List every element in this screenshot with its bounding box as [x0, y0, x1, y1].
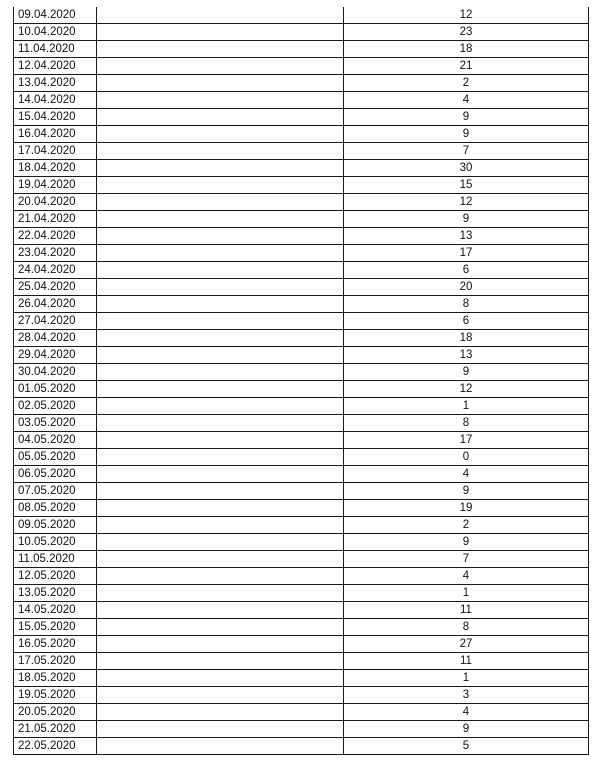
note-cell	[97, 347, 344, 364]
note-cell	[97, 483, 344, 500]
count-cell: 15	[344, 177, 589, 194]
date-cell: 08.05.2020	[14, 500, 97, 517]
note-cell	[97, 398, 344, 415]
date-cell: 21.05.2020	[14, 721, 97, 738]
note-cell	[97, 670, 344, 687]
note-cell	[97, 75, 344, 92]
count-cell: 2	[344, 517, 589, 534]
count-cell: 9	[344, 534, 589, 551]
count-cell: 8	[344, 619, 589, 636]
note-cell	[97, 466, 344, 483]
date-cell: 22.04.2020	[14, 228, 97, 245]
date-cell: 06.05.2020	[14, 466, 97, 483]
table-row	[14, 92, 589, 109]
note-cell	[97, 619, 344, 636]
table-row	[14, 449, 589, 466]
date-cell: 25.04.2020	[14, 279, 97, 296]
table-row	[14, 7, 589, 24]
count-cell: 17	[344, 245, 589, 262]
note-cell	[97, 653, 344, 670]
count-cell: 6	[344, 262, 589, 279]
table-row	[14, 381, 589, 398]
note-cell	[97, 194, 344, 211]
table-row	[14, 466, 589, 483]
date-cell: 18.05.2020	[14, 670, 97, 687]
note-cell	[97, 330, 344, 347]
date-cell: 24.04.2020	[14, 262, 97, 279]
count-cell: 2	[344, 75, 589, 92]
table-row	[14, 585, 589, 602]
table-row	[14, 279, 589, 296]
date-cell: 17.05.2020	[14, 653, 97, 670]
note-cell	[97, 177, 344, 194]
note-cell	[97, 41, 344, 58]
table-row	[14, 313, 589, 330]
daily-count-table	[13, 7, 589, 755]
note-cell	[97, 279, 344, 296]
table-row	[14, 126, 589, 143]
table-row	[14, 211, 589, 228]
note-cell	[97, 534, 344, 551]
count-cell: 9	[344, 211, 589, 228]
note-cell	[97, 296, 344, 313]
table-row	[14, 143, 589, 160]
count-cell: 9	[344, 721, 589, 738]
date-cell: 20.05.2020	[14, 704, 97, 721]
table-row	[14, 330, 589, 347]
table-row	[14, 602, 589, 619]
count-cell: 27	[344, 636, 589, 653]
date-cell: 17.04.2020	[14, 143, 97, 160]
count-cell: 19	[344, 500, 589, 517]
date-cell: 12.04.2020	[14, 58, 97, 75]
table-row	[14, 500, 589, 517]
count-cell: 6	[344, 313, 589, 330]
table-row	[14, 109, 589, 126]
note-cell	[97, 381, 344, 398]
note-cell	[97, 160, 344, 177]
date-cell: 16.05.2020	[14, 636, 97, 653]
count-cell: 17	[344, 432, 589, 449]
table-row	[14, 41, 589, 58]
count-cell: 4	[344, 704, 589, 721]
note-cell	[97, 568, 344, 585]
count-cell: 5	[344, 738, 589, 755]
note-cell	[97, 432, 344, 449]
count-cell: 11	[344, 653, 589, 670]
table-row	[14, 619, 589, 636]
date-cell: 09.04.2020	[14, 7, 97, 24]
date-cell: 27.04.2020	[14, 313, 97, 330]
count-cell: 7	[344, 551, 589, 568]
count-cell: 23	[344, 24, 589, 41]
count-cell: 12	[344, 7, 589, 24]
table-row	[14, 432, 589, 449]
table-row	[14, 262, 589, 279]
count-cell: 9	[344, 364, 589, 381]
note-cell	[97, 24, 344, 41]
note-cell	[97, 721, 344, 738]
table-row	[14, 517, 589, 534]
table-row	[14, 24, 589, 41]
date-cell: 14.04.2020	[14, 92, 97, 109]
note-cell	[97, 262, 344, 279]
note-cell	[97, 364, 344, 381]
count-cell: 9	[344, 483, 589, 500]
count-cell: 21	[344, 58, 589, 75]
count-cell: 9	[344, 109, 589, 126]
note-cell	[97, 92, 344, 109]
count-cell: 20	[344, 279, 589, 296]
note-cell	[97, 704, 344, 721]
date-cell: 11.04.2020	[14, 41, 97, 58]
count-cell: 1	[344, 670, 589, 687]
date-cell: 15.04.2020	[14, 109, 97, 126]
table-row	[14, 296, 589, 313]
count-cell: 13	[344, 347, 589, 364]
date-cell: 22.05.2020	[14, 738, 97, 755]
note-cell	[97, 58, 344, 75]
date-cell: 13.05.2020	[14, 585, 97, 602]
date-cell: 05.05.2020	[14, 449, 97, 466]
table-row	[14, 194, 589, 211]
table-row	[14, 245, 589, 262]
count-cell: 0	[344, 449, 589, 466]
note-cell	[97, 313, 344, 330]
count-cell: 3	[344, 687, 589, 704]
table-row	[14, 704, 589, 721]
table-row	[14, 398, 589, 415]
date-cell: 20.04.2020	[14, 194, 97, 211]
note-cell	[97, 517, 344, 534]
date-cell: 19.04.2020	[14, 177, 97, 194]
table-row	[14, 738, 589, 755]
date-cell: 28.04.2020	[14, 330, 97, 347]
table-row	[14, 160, 589, 177]
note-cell	[97, 415, 344, 432]
note-cell	[97, 551, 344, 568]
note-cell	[97, 211, 344, 228]
note-cell	[97, 500, 344, 517]
count-cell: 4	[344, 92, 589, 109]
count-cell: 7	[344, 143, 589, 160]
table-row	[14, 483, 589, 500]
table-row	[14, 228, 589, 245]
date-cell: 19.05.2020	[14, 687, 97, 704]
date-cell: 21.04.2020	[14, 211, 97, 228]
date-cell: 14.05.2020	[14, 602, 97, 619]
date-cell: 02.05.2020	[14, 398, 97, 415]
note-cell	[97, 109, 344, 126]
table-row	[14, 347, 589, 364]
count-cell: 18	[344, 330, 589, 347]
date-cell: 07.05.2020	[14, 483, 97, 500]
table-row	[14, 177, 589, 194]
table-row	[14, 636, 589, 653]
count-cell: 11	[344, 602, 589, 619]
date-cell: 15.05.2020	[14, 619, 97, 636]
note-cell	[97, 449, 344, 466]
table-row	[14, 551, 589, 568]
count-cell: 8	[344, 415, 589, 432]
count-cell: 18	[344, 41, 589, 58]
note-cell	[97, 228, 344, 245]
count-cell: 1	[344, 585, 589, 602]
date-cell: 26.04.2020	[14, 296, 97, 313]
date-cell: 11.05.2020	[14, 551, 97, 568]
note-cell	[97, 636, 344, 653]
count-cell: 4	[344, 466, 589, 483]
count-cell: 12	[344, 381, 589, 398]
table-row	[14, 568, 589, 585]
date-cell: 16.04.2020	[14, 126, 97, 143]
note-cell	[97, 143, 344, 160]
date-cell: 12.05.2020	[14, 568, 97, 585]
date-cell: 10.05.2020	[14, 534, 97, 551]
date-cell: 09.05.2020	[14, 517, 97, 534]
note-cell	[97, 687, 344, 704]
note-cell	[97, 126, 344, 143]
table-row	[14, 653, 589, 670]
date-cell: 04.05.2020	[14, 432, 97, 449]
table-row	[14, 75, 589, 92]
count-cell: 13	[344, 228, 589, 245]
count-cell: 30	[344, 160, 589, 177]
table-row	[14, 534, 589, 551]
table-body	[14, 7, 589, 755]
count-cell: 4	[344, 568, 589, 585]
date-cell: 23.04.2020	[14, 245, 97, 262]
count-cell: 8	[344, 296, 589, 313]
table-row	[14, 687, 589, 704]
date-cell: 29.04.2020	[14, 347, 97, 364]
table-row	[14, 58, 589, 75]
date-cell: 03.05.2020	[14, 415, 97, 432]
date-cell: 18.04.2020	[14, 160, 97, 177]
table-row	[14, 364, 589, 381]
date-cell: 30.04.2020	[14, 364, 97, 381]
table-row	[14, 721, 589, 738]
note-cell	[97, 738, 344, 755]
note-cell	[97, 245, 344, 262]
table-row	[14, 415, 589, 432]
date-cell: 01.05.2020	[14, 381, 97, 398]
count-cell: 12	[344, 194, 589, 211]
date-cell: 10.04.2020	[14, 24, 97, 41]
note-cell	[97, 585, 344, 602]
count-cell: 9	[344, 126, 589, 143]
count-cell: 1	[344, 398, 589, 415]
note-cell	[97, 602, 344, 619]
date-cell: 13.04.2020	[14, 75, 97, 92]
note-cell	[97, 7, 344, 24]
table-row	[14, 670, 589, 687]
